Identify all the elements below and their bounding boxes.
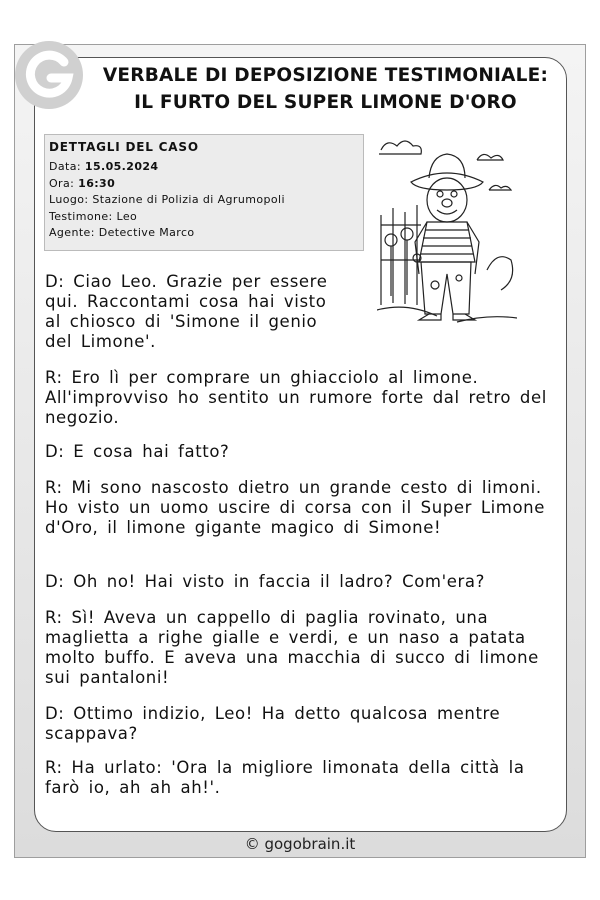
dialogue-line-witness: R: Sì! Aveva un cappello di paglia rovinato, una maglietta a righe gialle e verdi, e un naso a patata molto buffo. E aveva una macchia di succo di limone sui pantaloni! — [45, 608, 539, 687]
page-title: VERBALE DI DEPOSIZIONE TESTIMONIALE: IL FURTO DEL SUPER LIMONE D'ORO — [102, 65, 549, 113]
dialogue-line-witness: R: Ero lì per comprare un ghiacciolo al limone. All'improvviso ho sentito un rumore forte dal retro del negozio. — [45, 368, 547, 427]
agent-label: Agente: — [49, 226, 95, 239]
case-time — [49, 176, 359, 193]
witness-label: Testimone: — [49, 209, 113, 223]
case-details-box — [44, 134, 364, 251]
dialogue-line-detective: D: Ottimo indizio, Leo! Ha detto qualcosa mentre scappava? — [45, 704, 501, 743]
location-value: Stazione di Polizia di Agrumopoli — [92, 193, 285, 206]
case-witness — [49, 209, 359, 226]
location-label: Luogo: — [49, 193, 89, 206]
dialogue-line-witness: R: Ha urlato: 'Ora la migliore limonata della città la farò io, ah ah ah!'. — [45, 758, 525, 797]
dialogue-line-detective: D: E cosa hai fatto? — [45, 442, 230, 461]
logo-icon — [14, 40, 84, 110]
dialogue-line-detective: D: Oh no! Hai visto in faccia il ladro? Com'era? — [45, 572, 485, 591]
dialogue-line-witness: R: Mi sono nascosto dietro un grande cesto di limoni. Ho visto un uomo uscire di corsa con il Super Limone d'Oro, il limone gigante magico di Simone! — [45, 478, 545, 537]
case-details-heading: DETTAGLI DEL CASO — [49, 140, 199, 154]
case-location — [49, 192, 359, 209]
time-label: Ora: — [49, 176, 75, 190]
date-value: 15.05.2024 — [84, 160, 159, 173]
dialogue-line-detective: D: Ciao Leo. Grazie per essere qui. Raccontami cosa hai visto al chiosco di 'Simone il genio del Limone'. — [45, 272, 328, 351]
agent-value: Detective Marco — [98, 226, 195, 239]
witness-illustration-icon — [377, 130, 517, 330]
worksheet-panel — [34, 57, 567, 832]
case-agent — [49, 225, 359, 242]
case-date — [49, 159, 359, 176]
time-value: 16:30 — [78, 176, 116, 190]
date-label: Data: — [49, 160, 81, 173]
copyright-footer: © gogobrain.it — [244, 835, 356, 853]
witness-value: Leo — [116, 209, 138, 223]
